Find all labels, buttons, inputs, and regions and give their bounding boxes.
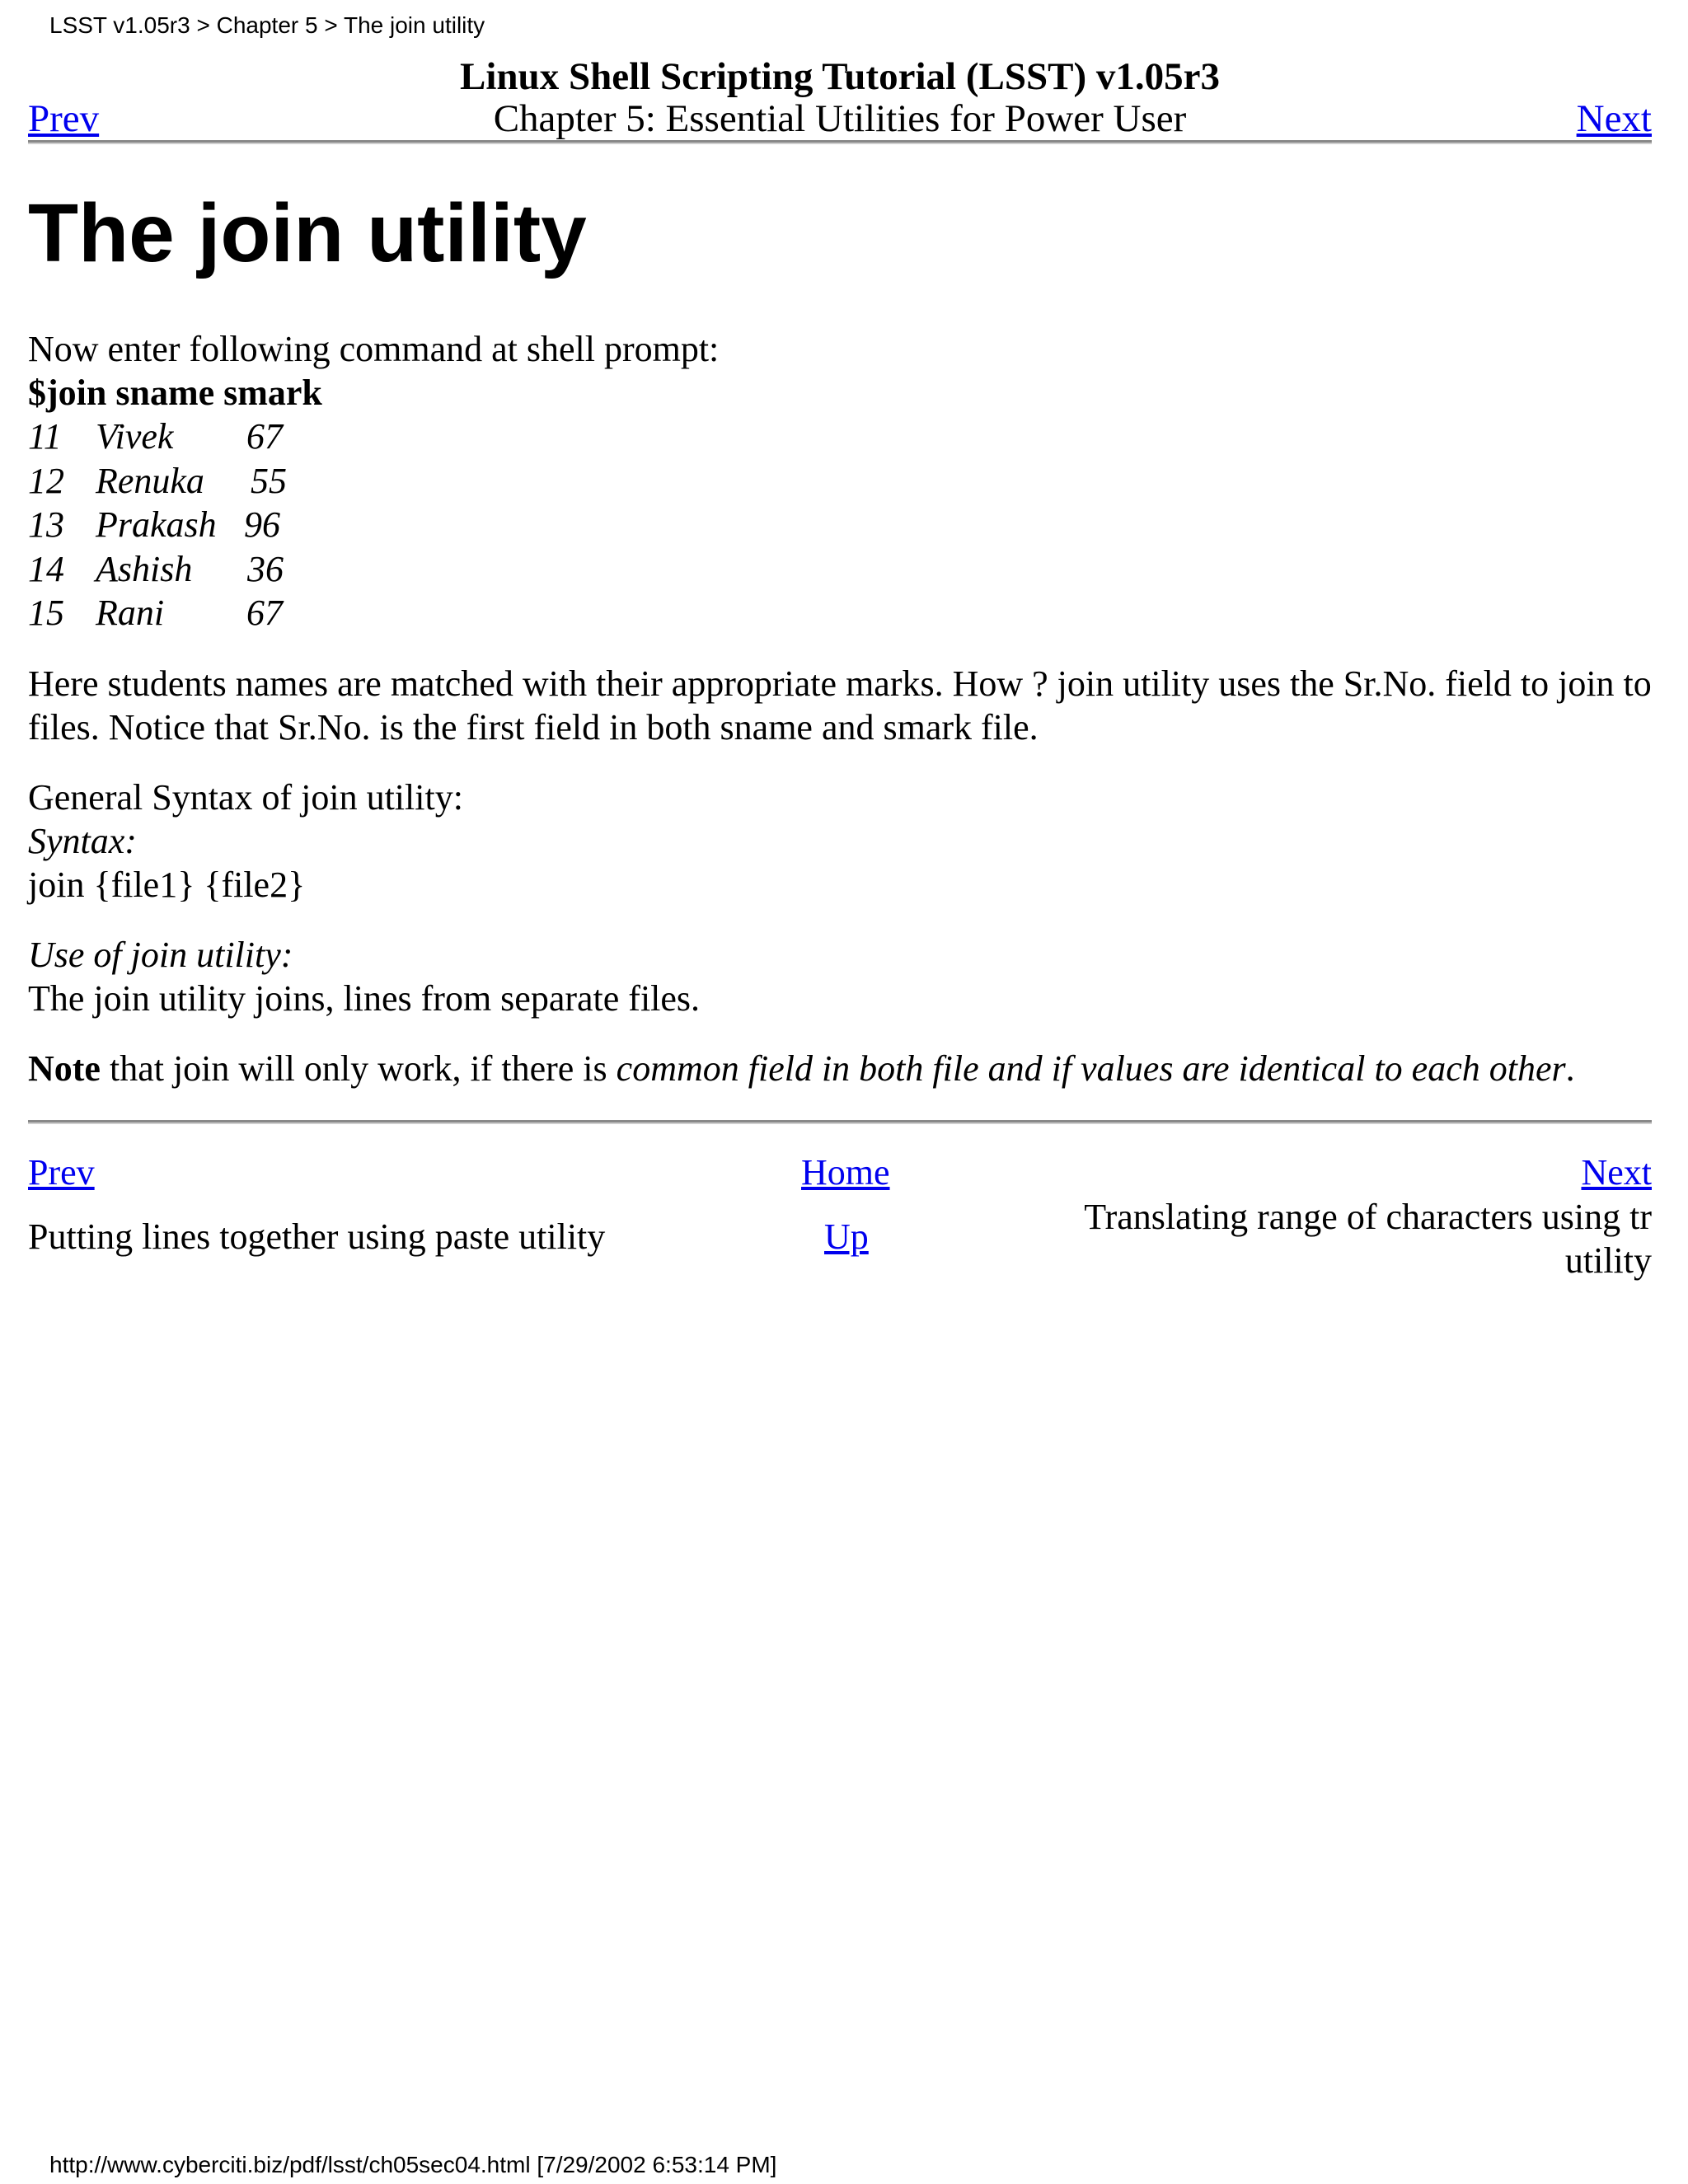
- syntax-label: Syntax:: [28, 820, 137, 861]
- output-mark: 36: [247, 548, 284, 589]
- syntax-intro: General Syntax of join utility:: [28, 776, 463, 818]
- note-bold: Note: [28, 1047, 101, 1089]
- next-page-title: [1084, 1195, 1652, 1282]
- page-title: The join utility: [28, 187, 587, 279]
- output-name: Ashish: [96, 548, 193, 589]
- output-srno: 14: [28, 548, 64, 589]
- output-srno: 11: [28, 416, 62, 457]
- intro-text: Now enter following command at shell prompt:: [28, 329, 720, 369]
- output-mark: 67: [246, 593, 283, 633]
- join-output: [28, 415, 1652, 635]
- prev-page-title: Putting lines together using paste utility: [28, 1216, 606, 1257]
- next-title-line-2: utility: [1564, 1240, 1652, 1281]
- home-link[interactable]: Home: [801, 1151, 890, 1193]
- output-mark: 96: [244, 504, 280, 545]
- use-value: The join utility joins, lines from separate files.: [28, 977, 701, 1019]
- output-row: [28, 591, 1652, 635]
- output-mark: 55: [251, 460, 287, 501]
- command-text: $join sname smark: [28, 373, 322, 413]
- print-footer: http://www.cyberciti.biz/pdf/lsst/ch05sec04.html [7/29/2002 6:53:14 PM]: [49, 2152, 777, 2177]
- output-row: [28, 415, 1652, 459]
- note-text: that join will only work, if there is: [100, 1047, 617, 1089]
- book-title: Linux Shell Scripting Tutorial (LSST) v1.05r3: [460, 55, 1220, 98]
- explanation-text: Here students names are matched with their appropriate marks. How ? join utility uses the Sr.No. field to join to files. Notice that Sr.No. is the first field in both sname and smark file.: [28, 663, 1652, 748]
- output-row: [28, 547, 1652, 592]
- output-srno: 13: [28, 504, 64, 545]
- output-name: Rani: [96, 593, 165, 633]
- footer-divider: [28, 1120, 1652, 1124]
- prev-link-bottom[interactable]: Prev: [28, 1151, 95, 1193]
- navigation-header: [28, 54, 1652, 140]
- output-srno: 15: [28, 593, 64, 633]
- up-link[interactable]: Up: [824, 1216, 869, 1257]
- output-row: [28, 459, 1652, 504]
- note-italic: common field in both file and if values are identical to each other: [616, 1047, 1566, 1089]
- output-srno: 12: [28, 460, 64, 501]
- output-row: [28, 503, 1652, 547]
- navigation-footer: [28, 1151, 1652, 1307]
- output-name: Prakash: [96, 504, 217, 545]
- next-link-top[interactable]: Next: [1576, 97, 1652, 140]
- note-end: .: [1565, 1047, 1575, 1089]
- output-mark: 67: [246, 416, 283, 457]
- syntax-value: join {file1} {file2}: [28, 864, 306, 905]
- use-label: Use of join utility:: [28, 934, 293, 975]
- output-name: Vivek: [96, 416, 174, 457]
- next-link-bottom[interactable]: Next: [1581, 1151, 1652, 1193]
- chapter-title: Chapter 5: Essential Utilities for Power User: [493, 97, 1187, 140]
- next-title-line-1: Translating range of characters using tr: [1084, 1196, 1652, 1237]
- output-name: Renuka: [96, 460, 204, 501]
- note-paragraph: [28, 1047, 1652, 1090]
- prev-link-top[interactable]: Prev: [28, 97, 100, 140]
- print-header: LSST v1.05r3 > Chapter 5 > The join utility: [49, 12, 485, 38]
- page-content: [28, 54, 1652, 1307]
